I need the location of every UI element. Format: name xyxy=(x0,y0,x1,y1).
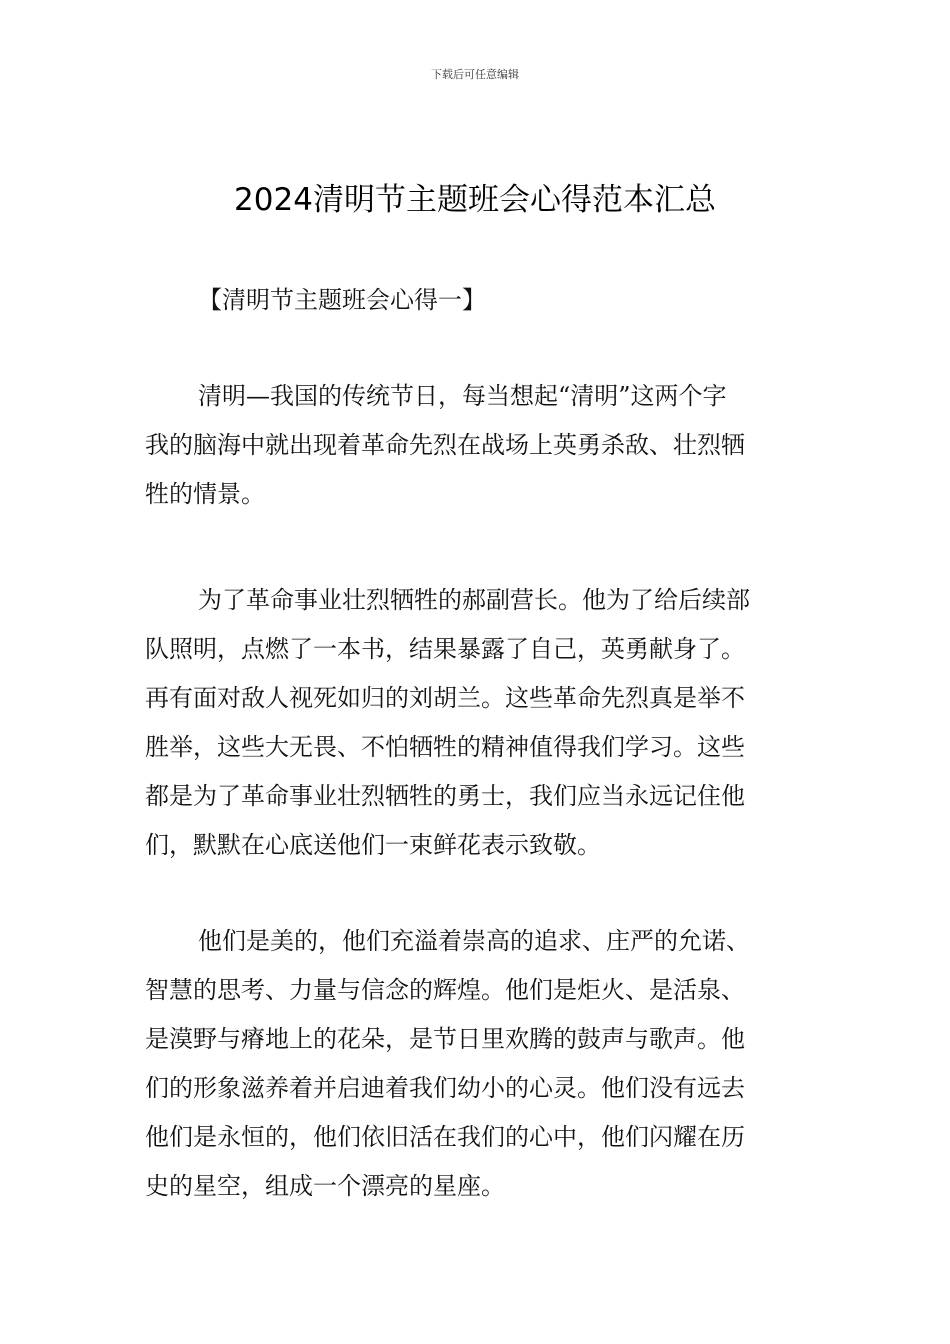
paragraph-line: 再有面对敌人视死如归的刘胡兰。这些革命先烈真是举不 xyxy=(145,684,745,712)
paragraph xyxy=(145,372,817,519)
paragraph-line: 们的形象滋养着并启迪着我们幼小的心灵。他们没有远去 xyxy=(145,1074,745,1102)
section-heading: 【清明节主题班会心得一】 xyxy=(198,286,486,314)
paragraph-line: 智慧的思考、力量与信念的辉煌。他们是炬火、是活泉、 xyxy=(145,976,745,1004)
paragraph-line: 队照明，点燃了一本书，结果暴露了自己，英勇献身了。 xyxy=(145,635,745,663)
paragraph-line: 都是为了革命事业壮烈牺牲的勇士，我们应当永远记住他 xyxy=(145,782,745,810)
paragraph-line: 为了革命事业壮烈牺牲的郝副营长。他为了给后续部 xyxy=(198,586,750,614)
paragraph-line: 他们是美的，他们充溢着崇高的追求、庄严的允诺、 xyxy=(198,927,750,955)
paragraph xyxy=(145,576,817,870)
paragraph-line: 我的脑海中就出现着革命先烈在战场上英勇杀敌、壮烈牺 xyxy=(145,431,745,459)
paragraph-line: 是漠野与瘠地上的花朵，是节日里欢腾的鼓声与歌声。他 xyxy=(145,1025,745,1053)
paragraph-line: 牲的情景。 xyxy=(145,480,265,508)
paragraph-line: 清明—我国的传统节日，每当想起“清明”这两个字 xyxy=(198,382,727,410)
paragraph xyxy=(145,917,817,1211)
paragraph-line: 胜举，这些大无畏、不怕牺牲的精神值得我们学习。这些 xyxy=(145,733,745,761)
header-note: 下载后可任意编辑 xyxy=(431,68,519,81)
document-title: 2024清明节主题班会心得范本汇总 xyxy=(234,182,716,218)
paragraph-line: 们，默默在心底送他们一束鲜花表示致敬。 xyxy=(145,831,601,859)
paragraph-line: 他们是永恒的，他们依旧活在我们的心中，他们闪耀在历 xyxy=(145,1123,745,1151)
paragraph-line: 史的星空，组成一个漂亮的星座。 xyxy=(145,1172,505,1200)
